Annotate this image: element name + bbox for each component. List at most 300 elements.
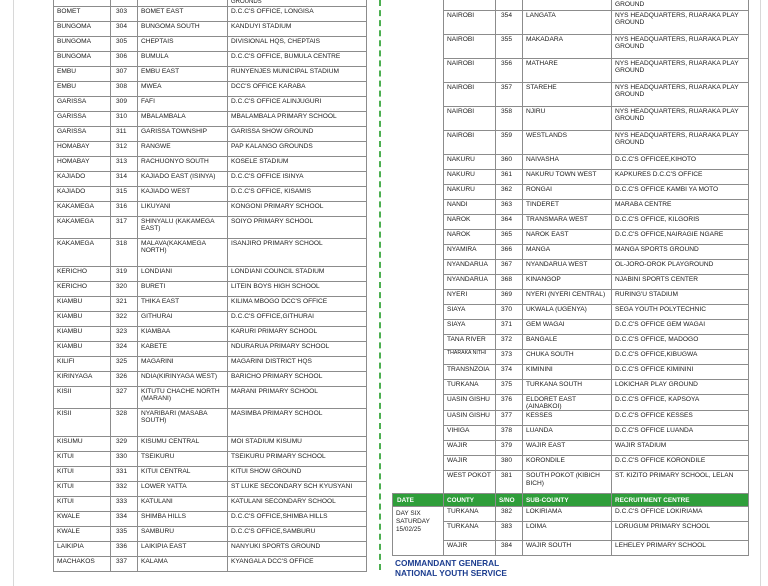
recruitment-centre-cell: MASIMBA PRIMARY SCHOOL (228, 408, 367, 436)
sub-county-cell: BANGALE (523, 334, 612, 349)
table-row (54, 496, 367, 511)
date-line: SATURDAY (396, 518, 430, 526)
sub-county-cell: FAFI (138, 96, 228, 111)
recruitment-centre-cell: D.C.C'S OFFICE, LONGISA (228, 6, 367, 21)
table-row (393, 541, 749, 556)
serial-number-cell: 313 (111, 156, 138, 171)
serial-number-cell: 337 (111, 556, 138, 571)
county-cell: BUNGOMA (54, 51, 111, 66)
sub-county-cell: THIKA EAST (138, 296, 228, 311)
county-cell: KIAMBU (54, 296, 111, 311)
table-row (393, 394, 749, 411)
serial-number-cell: 335 (111, 526, 138, 541)
signature-footer (395, 558, 507, 579)
recruitment-centre-cell: PAP KALANGO GROUNDS (228, 141, 367, 156)
serial-number-cell: 354 (496, 10, 523, 34)
recruitment-centre-cell: TSEIKURU PRIMARY SCHOOL (228, 451, 367, 466)
recruitment-centre-header: RECRUITMENT CENTRE (612, 494, 749, 507)
county-cell: KISII (54, 386, 111, 408)
table-row (393, 130, 749, 154)
table-row (54, 266, 367, 281)
recruitment-centre-cell: NYS HEADQUARTERS, RUARAKA PLAY GROUND (612, 130, 749, 154)
serial-number-cell: 360 (496, 154, 523, 169)
date-cell-empty (393, 58, 444, 82)
table-row (393, 471, 749, 494)
county-cell: THARAKA NITHI (444, 349, 496, 364)
serial-number-cell: 307 (111, 66, 138, 81)
date-cell-empty (393, 349, 444, 364)
table-row (54, 408, 367, 436)
county-cell: NAIROBI (444, 10, 496, 34)
county-cell: NAIROBI (444, 34, 496, 58)
sub-county-cell: LANGATA (523, 10, 612, 34)
fragment-text: GROUND (612, 0, 749, 10)
sub-county-cell: KAJIADO EAST (ISINYA) (138, 171, 228, 186)
table-row (54, 6, 367, 21)
table-row (393, 106, 749, 130)
table-row (393, 349, 749, 364)
county-cell: EMBU (54, 66, 111, 81)
county-cell: KIAMBU (54, 341, 111, 356)
sub-county-cell: BUNGOMA SOUTH (138, 21, 228, 36)
recruitment-centre-cell: KAPKURES D.C.C'S OFFICE (612, 169, 749, 184)
sub-county-cell: NYERI (NYERI CENTRAL) (523, 289, 612, 304)
serial-number-cell: 367 (496, 259, 523, 274)
county-cell: KIRINYAGA (54, 371, 111, 386)
county-cell: KWALE (54, 511, 111, 526)
county-cell: KAKAMEGA (54, 216, 111, 238)
left-centres-table (53, 0, 367, 572)
table-row (54, 156, 367, 171)
serial-number-cell: 322 (111, 311, 138, 326)
recruitment-centre-cell: D.C.C'S OFFICE KIMININI (612, 364, 749, 379)
serial-number-cell: 304 (111, 21, 138, 36)
recruitment-centre-cell: NYS HEADQUARTERS, RUARAKA PLAY GROUND (612, 82, 749, 106)
recruitment-centre-cell: RURING'U STADIUM (612, 289, 749, 304)
sub-county-cell: KIMININI (523, 364, 612, 379)
serial-number-cell: 356 (496, 58, 523, 82)
recruitment-centre-cell: D.C.C'S OFFICE ISINYA (228, 171, 367, 186)
sub-county-cell: KAJIADO WEST (138, 186, 228, 201)
serial-number-cell: 305 (111, 36, 138, 51)
recruitment-centre-cell: OL-JORO-OROK PLAYGROUND (612, 259, 749, 274)
table-row (393, 411, 749, 426)
serial-number-cell: 321 (111, 296, 138, 311)
serial-number-cell: 379 (496, 441, 523, 456)
county-cell: KAJIADO (54, 171, 111, 186)
sub-county-cell: GEM WAGAI (523, 319, 612, 334)
serial-number-cell: 372 (496, 334, 523, 349)
county-cell: GARISSA (54, 96, 111, 111)
date-line: DAY SIX (396, 510, 421, 518)
sub-county-cell: KESSES (523, 411, 612, 426)
recruitment-centre-cell: KANDUYI STADIUM (228, 21, 367, 36)
table-row (54, 111, 367, 126)
recruitment-centre-cell: SOIYO PRIMARY SCHOOL (228, 216, 367, 238)
recruitment-centre-cell: MOI STADIUM KISUMU (228, 436, 367, 451)
county-cell: KAKAMEGA (54, 238, 111, 266)
recruitment-centre-cell: D.C.C'S OFFICE KESSES (612, 411, 749, 426)
recruitment-centre-cell: MBALAMBALA PRIMARY SCHOOL (228, 111, 367, 126)
serial-number-cell: 328 (111, 408, 138, 436)
sub-county-cell: SHINYALU (KAKAMEGA EAST) (138, 216, 228, 238)
serial-number-cell: 311 (111, 126, 138, 141)
sub-county-cell: STAREHE (523, 82, 612, 106)
sub-county-cell: LOIMA (523, 522, 612, 541)
county-cell: HOMABAY (54, 141, 111, 156)
sub-county-cell: RACHUONYO SOUTH (138, 156, 228, 171)
table-row (54, 371, 367, 386)
county-cell: BOMET (54, 6, 111, 21)
right-table-panel (392, 0, 748, 556)
sub-county-cell: SAMBURU (138, 526, 228, 541)
recruitment-centre-cell: MAGARINI DISTRICT HQS (228, 356, 367, 371)
sub-county-cell: TSEIKURU (138, 451, 228, 466)
county-cell: TANA RIVER (444, 334, 496, 349)
recruitment-centre-cell: KITUI SHOW GROUND (228, 466, 367, 481)
recruitment-centre-cell: D.C.C'S OFFICE,SAMBURU (228, 526, 367, 541)
recruitment-centre-cell: ST. KIZITO PRIMARY SCHOOL, LELAN (612, 471, 749, 494)
county-cell: TURKANA (444, 522, 496, 541)
date-cell-empty (393, 274, 444, 289)
county-cell: WEST POKOT (444, 471, 496, 494)
fragment-text: GROUNDS (228, 0, 367, 6)
table-row (54, 436, 367, 451)
sub-county-cell: KINANGOP (523, 274, 612, 289)
serial-number-cell: 333 (111, 496, 138, 511)
serial-number-cell: 355 (496, 34, 523, 58)
left-table-panel (53, 0, 366, 572)
serial-number-cell: 325 (111, 356, 138, 371)
table-row (54, 66, 367, 81)
serial-number-cell: 317 (111, 216, 138, 238)
county-cell: WAJIR (444, 541, 496, 556)
date-line: 15/02/25 (396, 526, 421, 534)
serial-number-cell: 331 (111, 466, 138, 481)
date-cell-empty (393, 441, 444, 456)
recruitment-centre-cell: D.C.C'S OFFICE,NAIRAGIE NGARE (612, 229, 749, 244)
sub-county-cell: MANGA (523, 244, 612, 259)
table-row (54, 481, 367, 496)
sub-county-cell: KISUMU CENTRAL (138, 436, 228, 451)
table-row (54, 201, 367, 216)
date-cell-empty (393, 456, 444, 471)
serial-number-cell: 326 (111, 371, 138, 386)
sub-county-cell: BUMULA (138, 51, 228, 66)
recruitment-centre-cell: KILIMA MBOGO DCC'S OFFICE (228, 296, 367, 311)
table-row (393, 214, 749, 229)
table-row (393, 169, 749, 184)
recruitment-centre-cell: KONGONI PRIMARY SCHOOL (228, 201, 367, 216)
table-row (393, 522, 749, 541)
recruitment-centre-cell: DIVISIONAL HQS, CHEPTAIS (228, 36, 367, 51)
table-row (393, 154, 749, 169)
date-cell-empty (393, 130, 444, 154)
sub-county-cell: RANGWE (138, 141, 228, 156)
sub-county-cell: CHEPTAIS (138, 36, 228, 51)
sub-county-cell: SOUTH POKOT (KIBICH BICH) (523, 471, 612, 494)
table-row (54, 296, 367, 311)
county-cell: KITUI (54, 496, 111, 511)
serial-number-cell: 366 (496, 244, 523, 259)
table-row (54, 216, 367, 238)
date-cell-empty (393, 364, 444, 379)
county-cell: KAKAMEGA (54, 201, 111, 216)
table-row (393, 507, 749, 522)
recruitment-centre-cell: NJABINI SPORTS CENTER (612, 274, 749, 289)
serial-number-cell: 315 (111, 186, 138, 201)
table-row (54, 341, 367, 356)
sub-county-cell: ELDORET EAST (AINABKOI) (523, 394, 612, 411)
sub-county-header: SUB-COUNTY (523, 494, 612, 507)
recruitment-centre-cell: BARICHO PRIMARY SCHOOL (228, 371, 367, 386)
date-cell-empty (393, 244, 444, 259)
serial-number-cell: 357 (496, 82, 523, 106)
table-row (54, 96, 367, 111)
sub-county-cell: UKWALA (UGENYA) (523, 304, 612, 319)
county-cell: KIAMBU (54, 326, 111, 341)
county-cell: KIAMBU (54, 311, 111, 326)
date-cell-empty (393, 169, 444, 184)
recruitment-centre-cell: GARISSA SHOW GROUND (228, 126, 367, 141)
serial-number-cell: 358 (496, 106, 523, 130)
table-row (393, 304, 749, 319)
table-row (54, 238, 367, 266)
recruitment-centre-cell: KATULANI SECONDARY SCHOOL (228, 496, 367, 511)
table-row (54, 36, 367, 51)
county-cell: NANDI (444, 199, 496, 214)
date-cell-empty (393, 154, 444, 169)
recruitment-centre-cell: D.C.C'S OFFICE LUANDA (612, 426, 749, 441)
recruitment-centre-cell: D.C.C'S OFFICE,SHIMBA HILLS (228, 511, 367, 526)
table-row (54, 451, 367, 466)
table-row (393, 184, 749, 199)
sub-county-cell: SHIMBA HILLS (138, 511, 228, 526)
recruitment-centre-cell: D.C.C'S OFFICE KAMBI YA MOTO (612, 184, 749, 199)
county-cell: NYANDARUA (444, 259, 496, 274)
serial-number-cell: 316 (111, 201, 138, 216)
table-row (393, 379, 749, 394)
table-row (54, 81, 367, 96)
county-cell: KISUMU (54, 436, 111, 451)
county-cell: GARISSA (54, 126, 111, 141)
page-edge-left (13, 0, 14, 586)
county-cell: KITUI (54, 481, 111, 496)
recruitment-centre-cell: ST LUKE SECONDARY SCH KYUSYANI (228, 481, 367, 496)
table-row (54, 171, 367, 186)
serial-number-cell: 336 (111, 541, 138, 556)
recruitment-centre-cell: D.C.C'S OFFICE,KIBUGWA (612, 349, 749, 364)
sub-county-cell: WAJIR SOUTH (523, 541, 612, 556)
county-cell: NAROK (444, 214, 496, 229)
county-cell: SIAYA (444, 304, 496, 319)
sub-county-cell: NJIRU (523, 106, 612, 130)
serial-number-cell: 361 (496, 169, 523, 184)
date-cell (393, 507, 444, 556)
date-cell-empty (393, 214, 444, 229)
date-cell-empty (393, 411, 444, 426)
sub-county-cell: NDIA(KIRINYAGA WEST) (138, 371, 228, 386)
recruitment-centre-cell: ISANJIRO PRIMARY SCHOOL (228, 238, 367, 266)
table-row (54, 311, 367, 326)
sub-county-cell: NAROK EAST (523, 229, 612, 244)
county-cell: UASIN GISHU (444, 411, 496, 426)
table-row (54, 141, 367, 156)
footer-organisation: NATIONAL YOUTH SERVICE (395, 568, 507, 579)
recruitment-centre-cell: KYANGALA DCC'S OFFICE (228, 556, 367, 571)
sub-county-cell: NYARIBARI (MASABA SOUTH) (138, 408, 228, 436)
serial-number-header: S/NO (496, 494, 523, 507)
county-cell: NYERI (444, 289, 496, 304)
sub-county-cell: LONDIANI (138, 266, 228, 281)
serial-number-cell: 320 (111, 281, 138, 296)
recruitment-centre-cell: D.C.C'S OFFICE, KAPSOYA (612, 394, 749, 411)
date-cell-empty (393, 106, 444, 130)
sub-county-cell: LUANDA (523, 426, 612, 441)
date-cell-empty (393, 229, 444, 244)
date-cell-empty (393, 379, 444, 394)
sub-county-cell: LOKIRIAMA (523, 507, 612, 522)
county-cell: WAJIR (444, 441, 496, 456)
recruitment-centre-cell: RUNYENJES MUNICIPAL STADIUM (228, 66, 367, 81)
serial-number-cell: 359 (496, 130, 523, 154)
sub-county-cell: WAJIR EAST (523, 441, 612, 456)
recruitment-centre-cell: LONDIANI COUNCIL STADIUM (228, 266, 367, 281)
recruitment-centre-cell: D.C.C'S OFFICE,GITHURAI (228, 311, 367, 326)
sub-county-cell: TRANSMARA WEST (523, 214, 612, 229)
sub-county-cell: WESTLANDS (523, 130, 612, 154)
county-cell: NAROK (444, 229, 496, 244)
table-row (54, 526, 367, 541)
sub-county-cell: TINDERET (523, 199, 612, 214)
county-cell: VIHIGA (444, 426, 496, 441)
sub-county-cell: BURETI (138, 281, 228, 296)
serial-number-cell: 381 (496, 471, 523, 494)
sub-county-cell: MALAVA(KAKAMEGA NORTH) (138, 238, 228, 266)
recruitment-centre-cell: MARANI PRIMARY SCHOOL (228, 386, 367, 408)
serial-number-cell: 371 (496, 319, 523, 334)
county-cell: SIAYA (444, 319, 496, 334)
table-row (54, 126, 367, 141)
recruitment-centre-cell: LITEIN BOYS HIGH SCHOOL (228, 281, 367, 296)
table-row (54, 356, 367, 371)
serial-number-cell: 334 (111, 511, 138, 526)
table-row (54, 511, 367, 526)
table-row (393, 259, 749, 274)
county-cell: WAJIR (444, 456, 496, 471)
recruitment-centre-cell: LOKICHAR PLAY GROUND (612, 379, 749, 394)
date-cell-empty (393, 394, 444, 411)
recruitment-centre-cell: D.C.C'S OFFICE, BUMULA CENTRE (228, 51, 367, 66)
sub-county-cell: CHUKA SOUTH (523, 349, 612, 364)
county-cell: UASIN GISHU (444, 394, 496, 411)
county-cell: KISII (54, 408, 111, 436)
county-cell: NYANDARUA (444, 274, 496, 289)
date-cell-empty (393, 259, 444, 274)
date-cell-empty (393, 319, 444, 334)
table-row (393, 10, 749, 34)
serial-number-cell: 380 (496, 456, 523, 471)
county-header: COUNTY (444, 494, 496, 507)
sub-county-cell: KITUI CENTRAL (138, 466, 228, 481)
sub-county-cell: GARISSA TOWNSHIP (138, 126, 228, 141)
table-row (54, 51, 367, 66)
recruitment-centre-cell: SEGA YOUTH POLYTECHNIC (612, 304, 749, 319)
table-row (54, 281, 367, 296)
recruitment-centre-cell: MANGA SPORTS GROUND (612, 244, 749, 259)
serial-number-cell: 324 (111, 341, 138, 356)
recruitment-centre-cell: D.C.C'S OFFICE KORONDILE (612, 456, 749, 471)
sub-county-cell: KORONDILE (523, 456, 612, 471)
county-cell: EMBU (54, 81, 111, 96)
table-header-row (393, 494, 749, 507)
table-row (393, 426, 749, 441)
sub-county-cell: KATULANI (138, 496, 228, 511)
serial-number-cell: 374 (496, 364, 523, 379)
recruitment-centre-cell: NDURARUA PRIMARY SCHOOL (228, 341, 367, 356)
sub-county-cell: LAIKIPIA EAST (138, 541, 228, 556)
county-cell: NAKURU (444, 154, 496, 169)
sub-county-cell: RONGAI (523, 184, 612, 199)
date-cell-empty (393, 426, 444, 441)
county-cell: KITUI (54, 466, 111, 481)
county-cell: KWALE (54, 526, 111, 541)
sub-county-cell: KABETE (138, 341, 228, 356)
right-centres-table (392, 0, 749, 556)
date-cell-empty (393, 334, 444, 349)
recruitment-centre-cell: DCC'S OFFICE KARABA (228, 81, 367, 96)
county-cell: HOMABAY (54, 156, 111, 171)
recruitment-centre-cell: WAJIR STADIUM (612, 441, 749, 456)
county-cell: KILIFI (54, 356, 111, 371)
serial-number-cell: 329 (111, 436, 138, 451)
recruitment-centre-cell: NYS HEADQUARTERS, RUARAKA PLAY GROUND (612, 10, 749, 34)
table-row-fragment (393, 0, 749, 10)
serial-number-cell: 319 (111, 266, 138, 281)
recruitment-centre-cell: D.C.C'S OFFICE LOKIRIAMA (612, 507, 749, 522)
county-cell: NAKURU (444, 184, 496, 199)
recruitment-centre-cell: NYS HEADQUARTERS, RUARAKA PLAY GROUND (612, 34, 749, 58)
serial-number-cell: 363 (496, 199, 523, 214)
recruitment-centre-cell: KOSELE STADIUM (228, 156, 367, 171)
sub-county-cell: NAIVASHA (523, 154, 612, 169)
sub-county-cell: TURKANA SOUTH (523, 379, 612, 394)
county-cell: KITUI (54, 451, 111, 466)
serial-number-cell: 369 (496, 289, 523, 304)
table-row (54, 386, 367, 408)
sub-county-cell: KITUTU CHACHE NORTH (MARANI) (138, 386, 228, 408)
sub-county-cell: LOWER YATTA (138, 481, 228, 496)
serial-number-cell: 312 (111, 141, 138, 156)
table-row (393, 34, 749, 58)
serial-number-cell: 368 (496, 274, 523, 289)
date-cell-empty (393, 10, 444, 34)
recruitment-centre-cell: LORUGUM PRIMARY SCHOOL (612, 522, 749, 541)
page-edge-right (760, 0, 761, 586)
table-row (393, 229, 749, 244)
serial-number-cell: 314 (111, 171, 138, 186)
sub-county-cell: LIKUYANI (138, 201, 228, 216)
table-row (393, 244, 749, 259)
serial-number-cell: 362 (496, 184, 523, 199)
recruitment-centre-cell: D.C.C'S OFFICEE,KIHOTO (612, 154, 749, 169)
table-row (393, 334, 749, 349)
serial-number-cell: 382 (496, 507, 523, 522)
sub-county-cell: MWEA (138, 81, 228, 96)
county-cell: KERICHO (54, 281, 111, 296)
county-cell: BUNGOMA (54, 36, 111, 51)
sub-county-cell: MAKADARA (523, 34, 612, 58)
